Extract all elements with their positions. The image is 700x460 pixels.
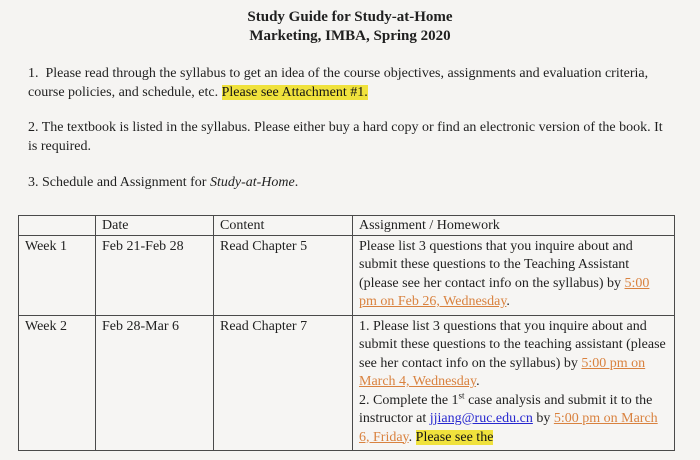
week2-content-cell: Read Chapter 7: [214, 315, 353, 451]
paragraph-1: [28, 65, 672, 102]
week2-item2-deadline-link[interactable]: 5:00 pm on March 6, Friday: [359, 411, 658, 445]
week2-item2-highlight: Please see the: [415, 429, 494, 445]
title-line-2: Marketing, IMBA, Spring 2020: [249, 28, 451, 44]
week1-date-cell: Feb 21-Feb 28: [96, 235, 214, 315]
table-row-week1: [19, 235, 675, 315]
col-header-date: Date: [96, 215, 214, 235]
col-header-week: [19, 215, 96, 235]
week2-item2-ordinal-suffix: st: [458, 389, 465, 400]
paragraph-3-suffix: .: [294, 175, 299, 190]
paragraph-3: [28, 174, 672, 193]
week1-assignment-end: .: [506, 294, 510, 309]
week2-date-cell: Feb 28-Mar 6: [96, 315, 214, 451]
paragraph-3-prefix: 3. Schedule and Assignment for: [28, 175, 210, 190]
week2-assignment-item-2: [359, 389, 670, 448]
week1-content-cell: Read Chapter 5: [214, 235, 353, 315]
week1-assignment-cell: [353, 235, 675, 315]
paragraph-3-course-name: Study-at-Home: [209, 175, 295, 190]
week2-item2-text2: case analysis and submit it to the instructor at: [359, 392, 653, 426]
week2-item2-separator: .: [408, 429, 416, 445]
week2-item1-end: .: [476, 374, 480, 389]
week1-deadline-link[interactable]: 5:00 pm on Feb 26, Wednesday: [359, 275, 650, 309]
document-title: [28, 8, 672, 46]
paragraph-2: [28, 119, 672, 156]
week2-label-cell: Week 2: [19, 315, 96, 451]
week2-instructor-email-link[interactable]: jjiang@ruc.edu.cn: [429, 411, 533, 426]
col-header-assignment: Assignment / Homework: [353, 215, 675, 235]
week2-item2-text1: 2. Complete the 1: [359, 392, 459, 408]
paragraph-1-text: 1. Please read through the syllabus to get an idea of the course objectives, assignments and evaluation criteria, course policies, and schedule, etc.: [28, 66, 649, 100]
week1-assignment-text: Please list 3 questions that you inquire about and submit these questions to the Teaching Assistant (please see her contact info on the syllabus) by: [359, 238, 633, 291]
week2-item2-text3: by: [532, 411, 554, 426]
week2-assignment-cell: [353, 315, 675, 451]
table-row-week2: [19, 315, 675, 451]
paragraph-1-highlight: Please see Attachment #1.: [221, 84, 368, 100]
week2-assignment-item-1: [359, 318, 670, 392]
paragraph-2-text: 2. The textbook is listed in the syllabus. Please either buy a hard copy or find an electronic version of the book. It is required.: [28, 120, 663, 154]
header-row: [19, 215, 675, 235]
week2-item1-text: 1. Please list 3 questions that you inquire about and submit these questions to the teaching assistant (please see her contact info on the syllabus) by: [359, 318, 666, 371]
col-header-content: Content: [214, 215, 353, 235]
week2-item1-deadline-link[interactable]: 5:00 pm on March 4, Wednesday: [359, 355, 646, 389]
week1-label-cell: Week 1: [19, 235, 96, 315]
schedule-table: [18, 215, 675, 452]
title-line-1: Study Guide for Study-at-Home: [247, 9, 453, 25]
